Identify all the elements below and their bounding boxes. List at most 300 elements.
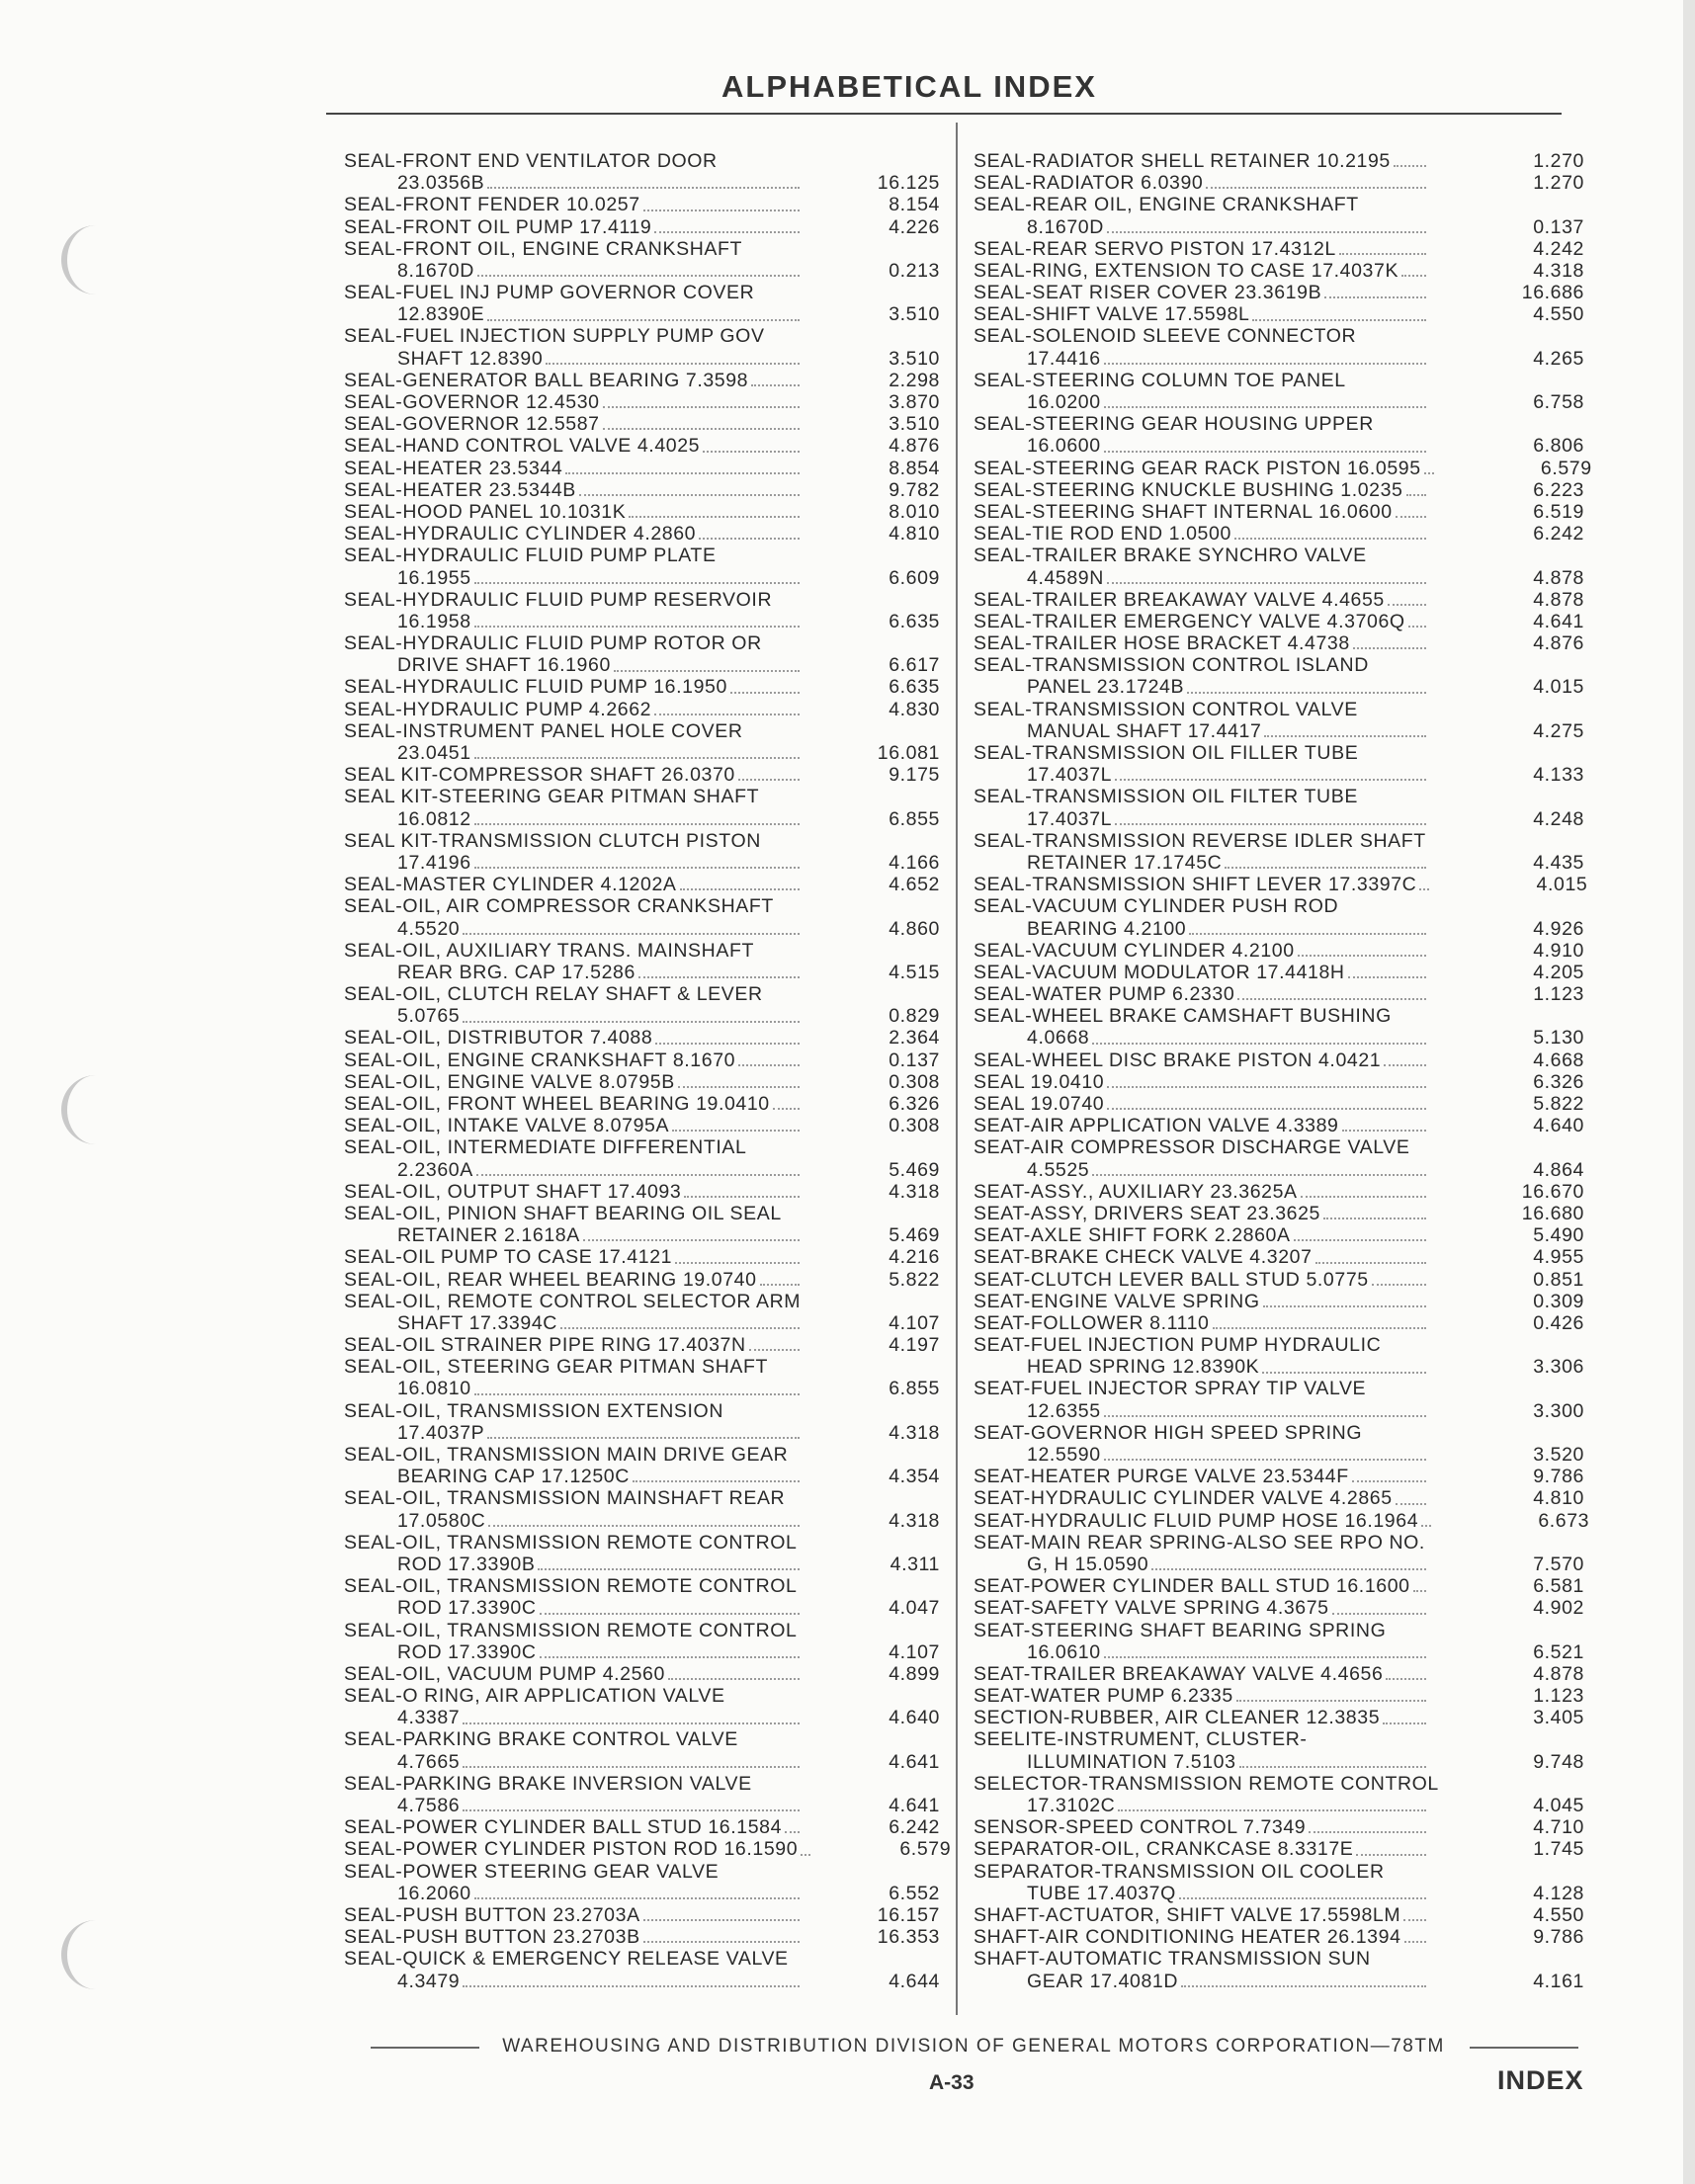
entry-title: SECTION-RUBBER, AIR CLEANER 12.3835 — [974, 1707, 1381, 1729]
dot-leader — [1239, 1766, 1426, 1768]
index-entry — [974, 1466, 1584, 1487]
dot-leader — [1092, 1043, 1426, 1045]
entry-page-ref: 3.520 — [1533, 1444, 1584, 1467]
entry-continuation: SHAFT 12.8390 — [397, 347, 544, 370]
entry-continuation: 12.5590 — [1027, 1444, 1101, 1467]
entry-continuation: ROD 17.3390B — [397, 1553, 536, 1575]
index-entry — [344, 370, 940, 391]
dot-leader — [680, 888, 800, 890]
entry-page-ref: 6.579 — [899, 1838, 952, 1861]
dot-leader — [1421, 1525, 1431, 1527]
entry-title: SEAL-OIL, REAR WHEEL BEARING 19.0740 — [344, 1268, 757, 1291]
entry-title: SEAL-OIL, CLUTCH RELAY SHAFT & LEVER — [344, 983, 763, 1006]
entry-title: SEAL-SEAT RISER COVER 23.3619B — [974, 282, 1322, 304]
index-entry — [344, 1948, 940, 1991]
column-divider — [956, 123, 958, 2015]
entry-page-ref: 4.878 — [1533, 588, 1584, 611]
dot-leader — [614, 670, 800, 672]
entry-page-ref: 1.270 — [1533, 172, 1584, 195]
dot-leader — [668, 1678, 800, 1680]
entry-continuation: ILLUMINATION 7.5103 — [1027, 1750, 1236, 1773]
entry-title: SEAL-OIL, FRONT WHEEL BEARING 19.0410 — [344, 1093, 770, 1116]
index-entry — [344, 764, 940, 786]
entry-continuation: ROD 17.3390C — [397, 1597, 537, 1620]
index-entry — [974, 1115, 1584, 1136]
entry-continuation: G, H 15.0590 — [1027, 1553, 1149, 1575]
entry-continuation: RETAINER 2.1618A — [397, 1224, 580, 1247]
index-entry — [344, 940, 940, 983]
entry-title: SEAL-TRAILER BREAKAWAY VALVE 4.4655 — [974, 588, 1385, 611]
entry-page-ref: 4.810 — [1533, 1487, 1584, 1510]
entry-page-ref: 5.822 — [889, 1268, 940, 1291]
index-entry — [344, 589, 940, 632]
entry-continuation: 17.3102C — [1027, 1795, 1116, 1817]
entry-continuation: ROD 17.3390C — [397, 1640, 537, 1663]
entry-title: SEAL-STEERING GEAR RACK PISTON 16.0595 — [974, 457, 1421, 479]
dot-leader — [1151, 1568, 1426, 1570]
entry-page-ref: 3.300 — [1533, 1399, 1584, 1422]
dot-leader — [1342, 1130, 1426, 1132]
entry-title: SEAL-OIL, TRANSMISSION REMOTE CONTROL — [344, 1575, 798, 1598]
entry-continuation: 12.6355 — [1027, 1399, 1101, 1422]
index-column-left — [344, 149, 952, 1992]
entry-title: SEAL-OIL, TRANSMISSION REMOTE CONTROL — [344, 1619, 798, 1641]
entry-title: SEAT-ENGINE VALVE SPRING — [974, 1290, 1260, 1312]
entry-page-ref: 4.435 — [1533, 851, 1584, 874]
entry-title: SEAL-WHEEL DISC BRAKE PISTON 4.0421 — [974, 1049, 1382, 1071]
index-entry — [344, 677, 940, 699]
entry-title: SEAL-RADIATOR SHELL RETAINER 10.2195 — [974, 149, 1391, 172]
entry-page-ref: 9.782 — [889, 478, 940, 501]
entry-page-ref: 4.640 — [889, 1707, 940, 1729]
index-entry — [344, 1816, 940, 1838]
entry-title: SEPARATOR-TRANSMISSION OIL COOLER — [974, 1860, 1385, 1883]
index-entry — [974, 238, 1584, 260]
entry-page-ref: 7.570 — [1533, 1553, 1584, 1575]
dot-leader — [1323, 1218, 1426, 1219]
entry-page-ref: 9.175 — [889, 764, 940, 787]
entry-title: SEAT-HYDRAULIC CYLINDER VALVE 4.2865 — [974, 1487, 1393, 1510]
entry-title: SEAL-GOVERNOR 12.4530 — [344, 391, 600, 414]
entry-continuation: BEARING 4.2100 — [1027, 917, 1187, 940]
footer-publisher: WAREHOUSING AND DISTRIBUTION DIVISION OF GENERAL MOTORS CORPORATION—78TM — [502, 2036, 1445, 2057]
entry-continuation: 4.0668 — [1027, 1027, 1090, 1050]
dot-leader — [1107, 231, 1426, 233]
index-entry — [344, 1685, 940, 1728]
dot-leader — [678, 1086, 800, 1088]
entry-page-ref: 4.641 — [889, 1750, 940, 1773]
entry-title: SEAL-HYDRAULIC FLUID PUMP 16.1950 — [344, 676, 727, 699]
index-entry — [974, 282, 1584, 303]
dot-leader — [1206, 187, 1426, 189]
entry-page-ref: 6.223 — [1533, 478, 1584, 501]
entry-title: SEELITE-INSTRUMENT, CLUSTER- — [974, 1728, 1308, 1751]
entry-continuation: TUBE 17.4037Q — [1027, 1882, 1176, 1904]
index-entry — [974, 1181, 1584, 1203]
dot-leader — [1104, 363, 1426, 365]
index-entry — [344, 1838, 952, 1861]
dot-leader — [1413, 1590, 1426, 1592]
index-entry — [974, 1487, 1584, 1509]
entry-title: SEAL-WATER PUMP 6.2330 — [974, 983, 1235, 1006]
entry-continuation: 16.0600 — [1027, 435, 1101, 458]
entry-page-ref: 3.405 — [1533, 1707, 1584, 1729]
index-entry — [344, 1663, 940, 1685]
entry-title: SEAL-HEATER 23.5344 — [344, 457, 563, 479]
index-entry — [974, 983, 1584, 1005]
entry-title: SEAT-FUEL INJECTION PUMP HYDRAULIC — [974, 1334, 1382, 1357]
dot-leader — [643, 210, 800, 211]
dot-leader — [463, 1766, 800, 1768]
dot-leader — [1252, 319, 1426, 321]
entry-title: SEAL-PUSH BUTTON 23.2703B — [344, 1926, 640, 1949]
entry-title: SEAL 19.0410 — [974, 1070, 1105, 1093]
entry-title: SEAL-FRONT FENDER 10.0257 — [344, 194, 640, 216]
index-entry — [974, 1904, 1584, 1926]
entry-page-ref: 3.510 — [889, 303, 940, 326]
entry-title: SEAL-HYDRAULIC PUMP 4.2662 — [344, 698, 652, 720]
index-entry — [344, 1050, 940, 1071]
index-entry — [974, 1838, 1584, 1860]
entry-page-ref: 4.876 — [889, 435, 940, 458]
index-entry — [974, 1136, 1584, 1180]
entry-title: SEAL-OIL, ENGINE CRANKSHAFT 8.1670 — [344, 1049, 736, 1071]
dot-leader — [760, 1284, 800, 1286]
index-entry — [974, 370, 1584, 413]
index-entry — [974, 1224, 1584, 1246]
entry-page-ref: 0.309 — [1533, 1290, 1584, 1312]
entry-continuation: 17.4416 — [1027, 347, 1101, 370]
index-entry — [344, 1136, 940, 1180]
entry-title: SEAL-FRONT END VENTILATOR DOOR — [344, 149, 718, 172]
entry-page-ref: 0.426 — [1533, 1311, 1584, 1334]
index-column-right — [974, 149, 1592, 1992]
index-entry — [974, 611, 1584, 632]
entry-page-ref: 4.830 — [889, 698, 940, 720]
index-entry — [974, 1269, 1584, 1291]
entry-title: SEAL-HAND CONTROL VALVE 4.4025 — [344, 435, 701, 458]
dot-leader — [1118, 1809, 1426, 1811]
index-entry — [344, 786, 940, 829]
dot-leader — [1107, 1086, 1426, 1088]
index-entry — [974, 1093, 1584, 1115]
dot-leader — [654, 231, 800, 233]
entry-page-ref: 6.758 — [1533, 391, 1584, 414]
entry-continuation: BEARING CAP 17.1250C — [397, 1466, 630, 1488]
entry-title: SEAL-WHEEL BRAKE CAMSHAFT BUSHING — [974, 1005, 1392, 1028]
entry-page-ref: 5.822 — [1533, 1093, 1584, 1116]
entry-continuation: 16.1955 — [397, 566, 471, 589]
entry-page-ref: 6.326 — [889, 1093, 940, 1116]
entry-title: SEAL-PARKING BRAKE INVERSION VALVE — [344, 1772, 752, 1795]
dot-leader — [699, 538, 800, 540]
entry-title: SEAL-OIL, ENGINE VALVE 8.0795B — [344, 1070, 675, 1093]
entry-page-ref: 6.521 — [1533, 1640, 1584, 1663]
entry-page-ref: 4.644 — [889, 1970, 940, 1992]
entry-title: SEAL-GENERATOR BALL BEARING 7.3598 — [344, 369, 749, 391]
dot-leader — [1348, 976, 1426, 978]
entry-page-ref: 4.205 — [1533, 961, 1584, 983]
dot-leader — [463, 933, 800, 935]
index-entry — [974, 1334, 1584, 1378]
index-entry — [344, 983, 940, 1027]
entry-page-ref: 3.870 — [889, 391, 940, 414]
dot-leader — [463, 1809, 800, 1811]
entry-page-ref: 6.855 — [889, 1378, 940, 1400]
entry-continuation: PANEL 23.1724B — [1027, 676, 1185, 699]
index-entry — [974, 589, 1584, 611]
index-entry — [344, 435, 940, 457]
entry-page-ref: 6.673 — [1538, 1509, 1590, 1532]
dot-leader — [643, 1919, 800, 1921]
dot-leader — [477, 275, 800, 277]
entry-page-ref: 4.641 — [1533, 610, 1584, 632]
entry-title: SEAL-OIL, TRANSMISSION EXTENSION — [344, 1399, 724, 1422]
entry-page-ref: 4.248 — [1533, 807, 1584, 830]
entry-title: SEAL-OIL, TRANSMISSION MAIN DRIVE GEAR — [344, 1444, 789, 1467]
dot-leader — [487, 1437, 800, 1439]
index-entry — [974, 150, 1584, 172]
entry-title: SEAL-VACUUM CYLINDER 4.2100 — [974, 939, 1295, 962]
dot-leader — [1107, 582, 1426, 584]
entry-page-ref: 4.641 — [889, 1795, 940, 1817]
index-entry — [974, 545, 1584, 588]
index-entry — [974, 457, 1592, 479]
dot-leader — [1408, 626, 1426, 628]
entry-title: SEAT-FOLLOWER 8.1110 — [974, 1311, 1210, 1334]
entry-continuation: 17.0580C — [397, 1509, 486, 1532]
dot-leader — [1264, 735, 1426, 737]
entry-page-ref: 0.308 — [889, 1115, 940, 1137]
entry-title: SEAL-VACUUM CYLINDER PUSH ROD — [974, 895, 1339, 918]
entry-page-ref: 16.680 — [1521, 1202, 1584, 1224]
entry-page-ref: 9.786 — [1533, 1466, 1584, 1488]
entry-page-ref: 5.490 — [1533, 1224, 1584, 1247]
entry-title: SEAL-OIL, OUTPUT SHAFT 17.4093 — [344, 1180, 682, 1203]
dot-leader — [487, 319, 800, 321]
entry-title: SEAT-ASSY, DRIVERS SEAT 23.3625 — [974, 1202, 1320, 1224]
index-entry — [344, 1773, 940, 1816]
index-entry — [344, 1291, 940, 1334]
entry-title: SEAL-O RING, AIR APPLICATION VALVE — [344, 1685, 725, 1708]
page-title: ALPHABETICAL INDEX — [721, 69, 1097, 104]
index-entry — [974, 1422, 1584, 1466]
index-entry — [974, 1773, 1584, 1816]
dot-leader — [654, 714, 800, 715]
entry-page-ref: 0.213 — [889, 259, 940, 282]
entry-continuation: 16.1958 — [397, 610, 471, 632]
dot-leader — [603, 406, 800, 408]
entry-title: SEAT-BRAKE CHECK VALVE 4.3207 — [974, 1246, 1313, 1269]
entry-title: SEAL-RADIATOR 6.0390 — [974, 172, 1204, 195]
entry-title: SEAL-REAR OIL, ENGINE CRANKSHAFT — [974, 194, 1359, 216]
entry-continuation: 2.2360A — [397, 1158, 473, 1181]
entry-page-ref: 4.311 — [890, 1553, 940, 1575]
entry-page-ref: 6.579 — [1540, 457, 1592, 479]
dot-leader — [1115, 779, 1426, 781]
entry-title: SEAL-TRAILER BRAKE SYNCHRO VALVE — [974, 545, 1367, 567]
entry-title: SEAL-POWER CYLINDER BALL STUD 16.1584 — [344, 1816, 783, 1839]
entry-page-ref: 4.910 — [1533, 939, 1584, 962]
dot-leader — [583, 1239, 800, 1241]
entry-page-ref: 6.609 — [889, 566, 940, 589]
dot-leader — [675, 1262, 800, 1264]
dot-leader — [1401, 275, 1426, 277]
dot-leader — [1179, 1897, 1426, 1899]
entry-page-ref: 3.306 — [1533, 1356, 1584, 1379]
index-entry — [344, 458, 940, 479]
entry-continuation: 16.0200 — [1027, 391, 1101, 414]
index-entry — [344, 238, 940, 282]
entry-title: SEAT-WATER PUMP 6.2335 — [974, 1685, 1233, 1708]
dot-leader — [1384, 1064, 1426, 1066]
index-entry — [344, 479, 940, 501]
entry-page-ref: 3.510 — [889, 347, 940, 370]
index-entry — [344, 1115, 940, 1136]
entry-title: SEAL-SOLENOID SLEEVE CONNECTOR — [974, 325, 1357, 348]
entry-page-ref: 4.955 — [1533, 1246, 1584, 1269]
index-entry — [974, 1246, 1584, 1268]
entry-page-ref: 6.326 — [1533, 1070, 1584, 1093]
entry-continuation: RETAINER 17.1745C — [1027, 851, 1223, 874]
dot-leader — [1213, 1327, 1427, 1329]
entry-continuation: 4.5520 — [397, 917, 461, 940]
entry-page-ref: 16.125 — [877, 172, 940, 195]
index-entry — [344, 194, 940, 215]
entry-continuation: SHAFT 17.3394C — [397, 1311, 557, 1334]
dot-leader — [1406, 494, 1427, 496]
dot-leader — [1424, 472, 1434, 474]
entry-title: SEAL-FUEL INJECTION SUPPLY PUMP GOV — [344, 325, 765, 348]
entry-title: SEAL-POWER STEERING GEAR VALVE — [344, 1860, 720, 1883]
entry-page-ref: 6.242 — [889, 1816, 940, 1839]
entry-title: SEAT-MAIN REAR SPRING-ALSO SEE RPO NO. — [974, 1531, 1425, 1554]
dot-leader — [801, 1854, 810, 1856]
entry-title: SHAFT-AUTOMATIC TRANSMISSION SUN — [974, 1948, 1371, 1971]
entry-title: SEAL-HEATER 23.5344B — [344, 478, 576, 501]
entry-title: SEAL-HYDRAULIC FLUID PUMP RESERVOIR — [344, 588, 773, 611]
entry-title: SEAL-REAR SERVO PISTON 17.4312L — [974, 237, 1336, 260]
index-entry — [974, 1729, 1584, 1773]
dot-leader — [603, 428, 800, 430]
entry-page-ref: 4.550 — [1533, 1903, 1584, 1926]
dot-leader — [1104, 406, 1426, 408]
entry-page-ref: 0.137 — [889, 1049, 940, 1071]
dot-leader — [1301, 1196, 1426, 1198]
index-entry — [344, 1181, 940, 1203]
entry-title: SEPARATOR-OIL, CRANKCASE 8.3317E — [974, 1838, 1354, 1861]
entry-title: SEAL-HYDRAULIC FLUID PUMP ROTOR OR — [344, 632, 762, 655]
entry-title: SEAL-SHIFT VALVE 17.5598L — [974, 303, 1250, 326]
entry-page-ref: 4.864 — [1533, 1158, 1584, 1181]
entry-continuation: MANUAL SHAFT 17.4417 — [1027, 719, 1262, 742]
entry-continuation: GEAR 17.4081D — [1027, 1970, 1179, 1992]
entry-title: SEAT-AIR COMPRESSOR DISCHARGE VALVE — [974, 1136, 1410, 1159]
entry-title: SELECTOR-TRANSMISSION REMOTE CONTROL — [974, 1772, 1439, 1795]
entry-continuation: 23.0451 — [397, 742, 471, 765]
entry-title: SHAFT-AIR CONDITIONING HEATER 26.1394 — [974, 1926, 1401, 1949]
entry-page-ref: 6.635 — [889, 676, 940, 699]
dot-leader — [684, 1196, 800, 1198]
entry-page-ref: 6.617 — [889, 654, 940, 677]
dot-leader — [463, 1021, 800, 1023]
index-entry — [344, 830, 940, 874]
entry-title: SEAL-TRAILER HOSE BRACKET 4.4738 — [974, 632, 1350, 655]
entry-title: SEAL-TRANSMISSION REVERSE IDLER SHAFT — [974, 829, 1426, 852]
dot-leader — [1383, 1722, 1426, 1724]
dot-leader — [474, 823, 800, 825]
index-entry — [344, 1093, 940, 1115]
index-entry — [974, 699, 1584, 742]
index-entry — [344, 1400, 940, 1444]
entry-title: SEAT-HYDRAULIC FLUID PUMP HOSE 16.1964 — [974, 1509, 1419, 1532]
dot-leader — [1104, 1656, 1426, 1658]
entry-continuation: HEAD SPRING 12.8390K — [1027, 1356, 1260, 1379]
entry-continuation: 16.0610 — [1027, 1640, 1101, 1663]
entry-title: SEAL-QUICK & EMERGENCY RELEASE VALVE — [344, 1948, 789, 1971]
dot-leader — [703, 451, 800, 453]
index-entry — [974, 1685, 1584, 1707]
entry-title: SEAL-STEERING SHAFT INTERNAL 16.0600 — [974, 500, 1393, 523]
entry-title: SEAL-OIL, REMOTE CONTROL SELECTOR ARM — [344, 1290, 802, 1312]
entry-page-ref: 4.216 — [889, 1246, 940, 1269]
index-entry — [344, 216, 940, 238]
entry-continuation: 17.4196 — [397, 851, 471, 874]
dot-leader — [1262, 1372, 1426, 1374]
index-entry — [344, 1246, 940, 1268]
entry-title: SEAL-OIL, AIR COMPRESSOR CRANKSHAFT — [344, 895, 774, 918]
entry-title: SEAT-STEERING SHAFT BEARING SPRING — [974, 1619, 1387, 1641]
entry-page-ref: 4.128 — [1533, 1882, 1584, 1904]
index-entry — [974, 1291, 1584, 1312]
dot-leader — [476, 1174, 800, 1176]
dot-leader — [560, 1327, 800, 1329]
entry-title: SEAL-HYDRAULIC FLUID PUMP PLATE — [344, 545, 717, 567]
index-entry — [344, 1620, 940, 1663]
index-entry — [344, 1269, 940, 1291]
index-entry — [974, 786, 1584, 829]
dot-leader — [1181, 1985, 1426, 1987]
entry-title: SEAL-OIL, VACUUM PUMP 4.2560 — [344, 1662, 665, 1685]
entry-page-ref: 5.469 — [889, 1158, 940, 1181]
dot-leader — [1236, 1700, 1426, 1702]
entry-continuation: 5.0765 — [397, 1005, 461, 1028]
entry-page-ref: 4.860 — [889, 917, 940, 940]
entry-title: SEAL KIT-COMPRESSOR SHAFT 26.0370 — [344, 764, 735, 787]
entry-continuation: 4.7665 — [397, 1750, 461, 1773]
index-entry — [974, 654, 1584, 698]
index-entry — [974, 1597, 1584, 1619]
index-entry — [344, 1028, 940, 1050]
entry-continuation: 4.4589N — [1027, 566, 1104, 589]
entry-title: SEAL-RING, EXTENSION TO CASE 17.4037K — [974, 259, 1399, 282]
index-entry — [344, 545, 940, 588]
index-entry — [974, 1707, 1584, 1728]
entry-title: SEAL-OIL STRAINER PIPE RING 17.4037N — [344, 1334, 746, 1357]
dot-leader — [540, 1656, 800, 1658]
entry-title: SEAL-TIE ROD END 1.0500 — [974, 523, 1231, 546]
index-entry — [344, 391, 940, 413]
entry-page-ref: 4.107 — [889, 1640, 940, 1663]
dot-leader — [474, 626, 800, 628]
dot-leader — [1234, 538, 1426, 540]
dot-leader — [1298, 955, 1426, 957]
index-entry — [974, 523, 1584, 545]
dot-leader — [463, 1722, 800, 1724]
dot-leader — [1104, 1459, 1426, 1461]
entry-page-ref: 4.015 — [1536, 874, 1588, 896]
entry-page-ref: 3.510 — [889, 413, 940, 436]
